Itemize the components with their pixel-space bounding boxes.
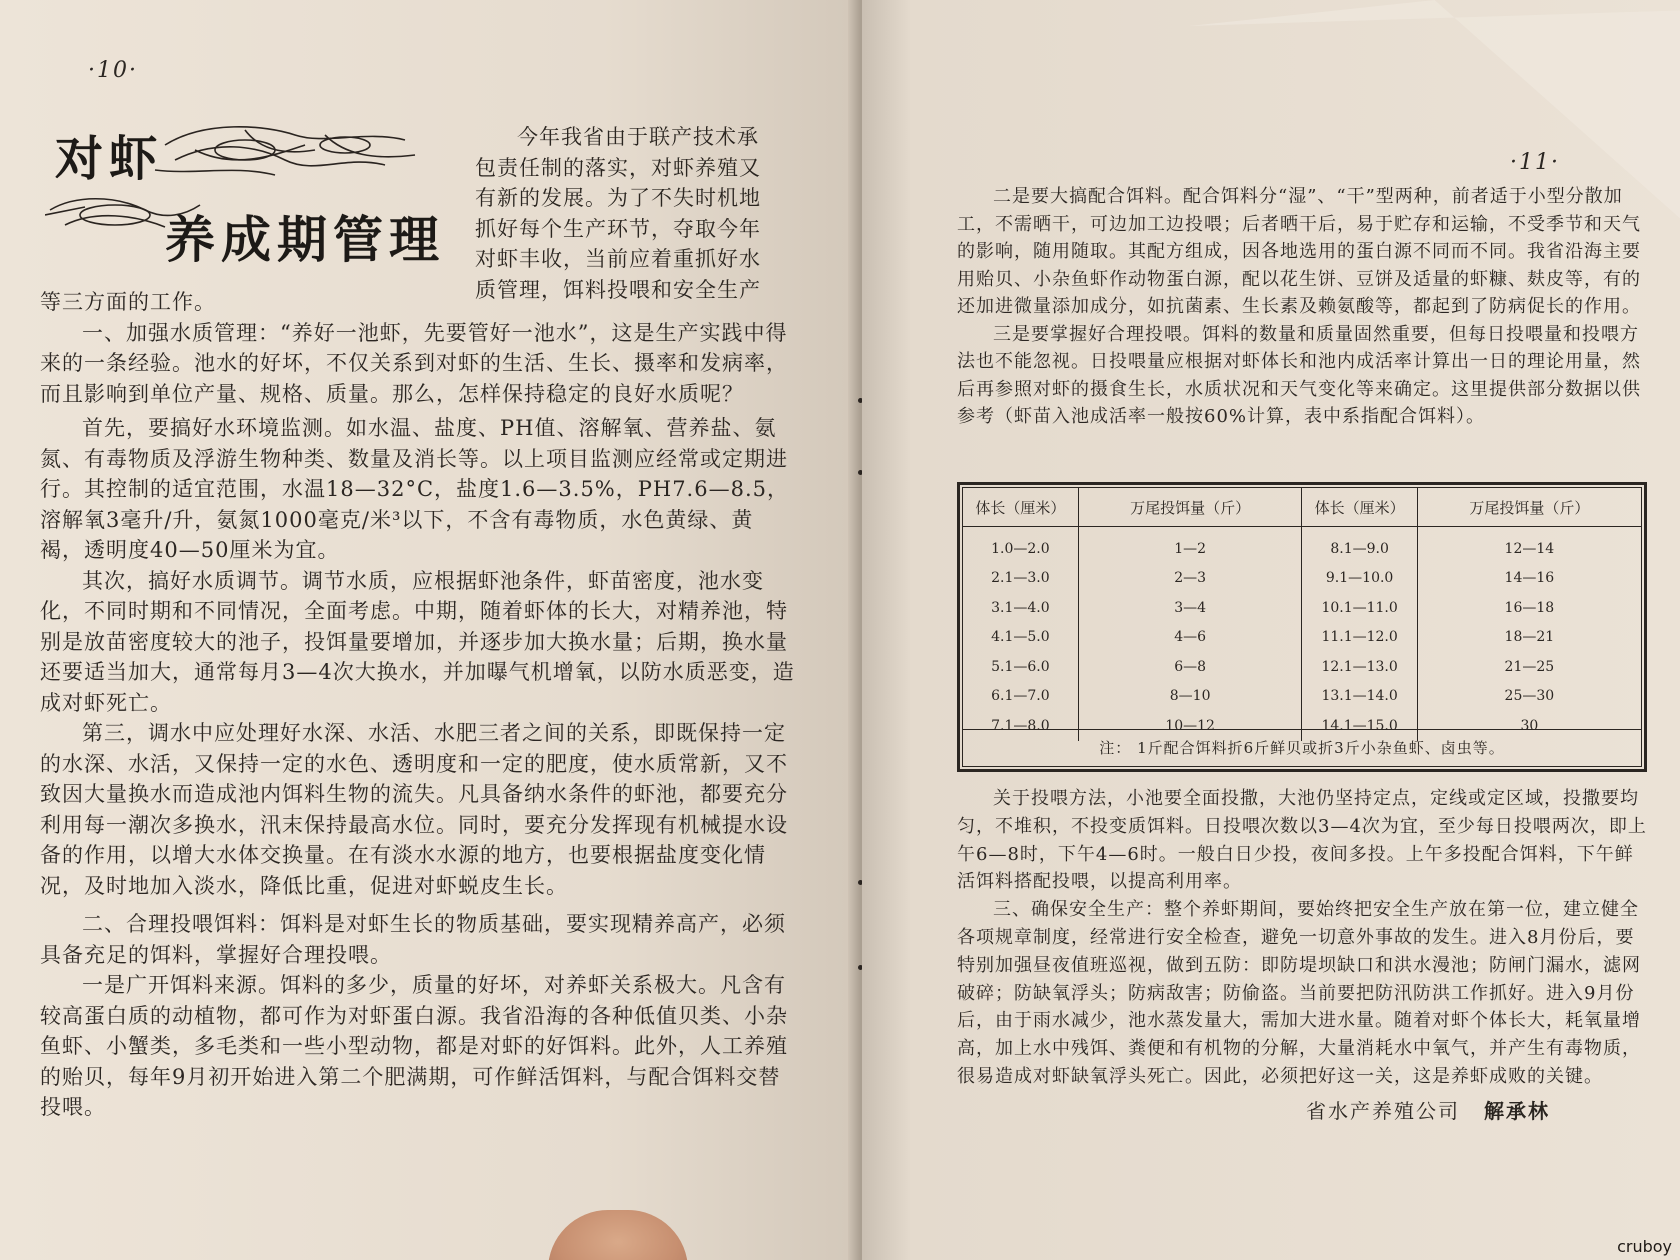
cell: 4—6: [1078, 623, 1302, 653]
cell: 16—18: [1504, 599, 1555, 616]
cell: 18—21: [1504, 629, 1555, 646]
byline-author: 解承林: [1484, 1099, 1550, 1123]
table-header-row: [963, 488, 1641, 527]
thumb: [548, 1210, 688, 1260]
article-title-line1: 对虾: [55, 131, 164, 187]
feeding-table: [957, 482, 1647, 772]
cell: 3.1—4.0: [963, 593, 1078, 623]
paragraph: 二是要大搞配合饵料。配合饵料分“湿”、“干”型两种，前者适于小型分散加工，不需晒干，可边加工边投喂；后者晒干后，易于贮存和运输，不受季节和天气的影响，随用随取。其配方组成，因各地选用的蛋白源不同而不同。我省沿海主要用贻贝、小杂鱼虾作动物蛋白源，配以花生饼、豆饼及适量的虾糠、麸皮等，有的还加进微量添加成分，如抗菌素、生长素及赖氨酸等，都起到了防病促长的作用。: [957, 186, 1641, 317]
paragraph: 三、确保安全生产：整个养虾期间，要始终把安全生产放在第一位，建立健全各项规章制度，经常进行安全检查，避免一切意外事故的发生。进入8月份后，要特别加强昼夜值班巡视，做到五防：即防堤坝缺口和洪水漫池；防闸门漏水，滤网破碎；防缺氧浮头；防病敌害；防偷盗。当前要把防汛防洪工作抓好。进入9月份后，由于雨水减少，池水蒸发量大，需加大进水量。随着对虾个体长大，耗氧量增高，加上水中残饵、粪便和有机物的分解，大量消耗水中氧气，并产生有毒物质，很易造成对虾缺氧浮头死亡。因此，必须把好这一关，这是养虾成败的关键。: [957, 899, 1641, 1087]
watermark: cruboy: [1617, 1237, 1672, 1256]
cell: 7.1—8.0: [963, 711, 1078, 741]
feeding-table-grid: [963, 488, 1641, 741]
col-header: 体长（厘米）: [963, 488, 1078, 527]
cell: 8.1—9.0: [1302, 527, 1417, 564]
intro-block: [475, 122, 795, 305]
cell: 6—8: [1078, 652, 1302, 682]
right-body-top: [957, 183, 1647, 431]
right-page: [862, 0, 1680, 1260]
cell: 21—25: [1504, 658, 1555, 675]
cell: 14—16: [1504, 570, 1555, 587]
intro-line: 质管理，饵料投喂和安全生产: [475, 277, 761, 302]
table-row: [963, 652, 1641, 682]
cell: 12—14: [1504, 540, 1555, 557]
cell: 10.1—11.0: [1302, 593, 1417, 623]
cell: 13.1—14.0: [1302, 682, 1417, 712]
cell: 3—4: [1078, 593, 1302, 623]
paragraph: 其次，搞好水质调节。调节水质，应根据虾池条件，虾苗密度，池水变化，不同时期和不同情况，全面考虑。中期，随着虾体的长大，对精养池，特别是放苗密度较大的池子，投饵量要增加，并逐步加大换水量；后期，换水量还要适当加大，通常每月3—4次大换水，并加曝气机增氧，以防水质恶变，造成对虾死亡。: [40, 568, 795, 715]
cell: 30: [1520, 717, 1539, 734]
cell: 2—3: [1078, 564, 1302, 594]
cell: 14.1—15.0: [1302, 711, 1417, 741]
col-header: 体长（厘米）: [1302, 488, 1417, 527]
cell: 2.1—3.0: [963, 564, 1078, 594]
article-title-line2: 养成期管理: [165, 211, 445, 269]
cell: 6.1—7.0: [963, 682, 1078, 712]
page-number-right: ·11·: [1510, 150, 1560, 175]
paragraph: 第三，调水中应处理好水深、水活、水肥三者之间的关系，即既保持一定的水深、水活，又保持一定的水色、透明度和一定的肥度，使水质常新，又不致因大量换水而造成池内饵料生物的流失。凡具备纳水条件的虾池，都要充分利用每一潮次多换水，汛末保持最高水位。同时，要充分发挥现有机械提水设备的作用，以增大水体交换量。在有淡水水源的地方，也要根据盐度变化情况，及时地加入淡水，降低比重，促进对虾蜕皮生长。: [40, 721, 788, 898]
col-header: 万尾投饵量（斤）: [1078, 488, 1302, 527]
intro-line: 有新的发展。为了不失时机地: [475, 186, 761, 210]
paragraph: 等三方面的工作。: [40, 290, 216, 314]
cell: 25—30: [1504, 688, 1555, 705]
table-row: [963, 623, 1641, 653]
cell: 8—10: [1078, 682, 1302, 712]
paragraph: 一是广开饵料来源。饵料的多少，质量的好坏，对养虾关系极大。凡含有较高蛋白质的动植物，都可作为对虾蛋白源。我省沿海的各种低值贝类、小杂鱼虾、小蟹类，多毛类和一些小型动物，都是对虾的好饵料。此外，人工养殖的贻贝，每年9月初开始进入第二个肥满期，可作鲜活饵料，与配合饵料交替投喂。: [40, 973, 788, 1119]
paragraph: 一、加强水质管理：“养好一池虾，先要管好一池水”，这是生产实践中得来的一条经验。池水的好坏，不仅关系到对虾的生活、生长、摄率和发病率，而且影响到单位产量、规格、质量。那么，怎样保持稳定的良好水质呢？: [40, 320, 788, 406]
intro-line: 包责任制的落实，对虾养殖又: [475, 155, 761, 180]
paragraph: 三是要掌握好合理投喂。饵料的数量和质量固然重要，但每日投喂量和投喂方法也不能忽视。日投喂量应根据对虾体长和池内成活率计算出一日的理论用量，然后再参照对虾的摄食生长，水质状况和天气变化等来确定。这里提供部分数据以供参考（虾苗入池成活率一般按60%计算，表中系指配合饵料）。: [957, 323, 1641, 427]
cell: 5.1—6.0: [963, 652, 1078, 682]
cell: 1.0—2.0: [963, 527, 1078, 564]
feeding-table-frame: [962, 487, 1642, 767]
col-header: 万尾投饵量（斤）: [1417, 488, 1641, 527]
cell: 12.1—13.0: [1302, 652, 1417, 682]
left-body: [40, 287, 795, 1123]
table-row: [963, 682, 1641, 712]
table-row: [963, 527, 1641, 564]
intro-line: 抓好每个生产环节，夺取今年: [475, 216, 761, 241]
paragraph: 关于投喂方法，小池要全面投撒，大池仍坚持定点，定线或定区域，投撒要均匀，不堆积，不投变质饵料。日投喂次数以3—4次为宜，至少每日投喂两次，即上午6—8时，下午4—6时。一般白日少投，夜间多投。上午多投配合饵料，下午鲜活饵料搭配投喂，以提高利用率。: [957, 788, 1647, 893]
intro-line: 对虾丰收，当前应着重抓好水: [475, 247, 761, 271]
paragraph: 二、合理投喂饵料：饵料是对虾生长的物质基础，要实现精养高产，必须具备充足的饵料，掌握好合理投喂。: [40, 912, 786, 967]
page-number-left: ·10·: [88, 58, 138, 83]
table-row: [963, 564, 1641, 594]
cell: 1—2: [1078, 527, 1302, 564]
cell: 11.1—12.0: [1302, 623, 1417, 653]
paragraph: 首先，要搞好水环境监测。如水温、盐度、PH值、溶解氧、营养盐、氨氮、有毒物质及浮游生物种类、数量及消长等。以上项目监测应经常或定期进行。其控制的适宜范围，水温18—32°C，盐度1.6—3.5%，PH7.6—8.5，溶解氧3毫升/升，氨氮1000毫克/米³以下，不含有毒物质，水色黄绿、黄褐，透明度40—50厘米为宜。: [40, 416, 789, 562]
byline-org: 省水产养殖公司: [1306, 1099, 1460, 1123]
cell: 4.1—5.0: [963, 623, 1078, 653]
byline: [1306, 1095, 1550, 1124]
cell: 10—12: [1078, 711, 1302, 741]
table-row: [963, 593, 1641, 623]
cell: 9.1—10.0: [1302, 564, 1417, 594]
intro-line: 今年我省由于联产技术承: [517, 125, 759, 149]
table-note: 注： 1斤配合饵料折6斤鲜贝或折3斤小杂鱼虾、卤虫等。: [963, 729, 1641, 766]
right-body-bottom: [957, 785, 1647, 1091]
